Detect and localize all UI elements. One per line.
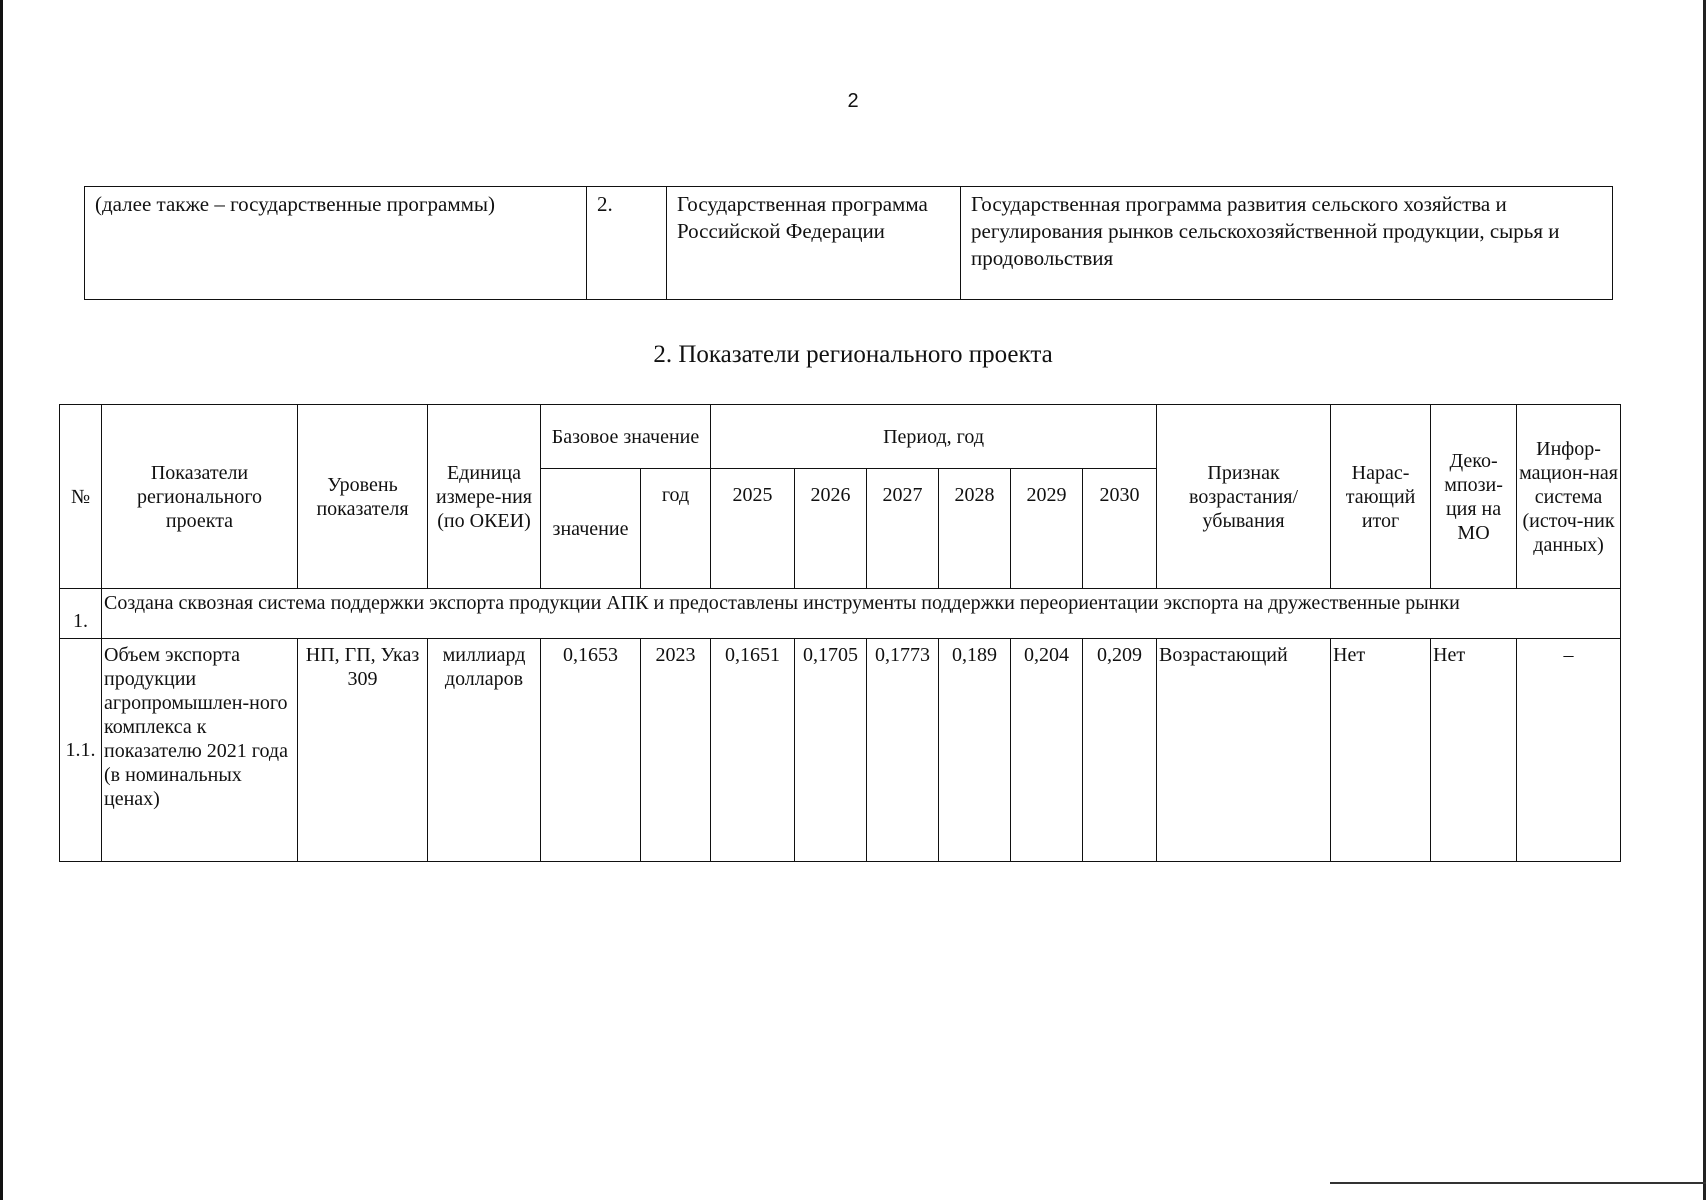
value-2026: 0,1705 — [795, 639, 867, 862]
header-row-top — [60, 405, 1621, 469]
program-name-cell: Государственная программа развития сельского хозяйства и регулирования рынков сельскохозяйственной продукции, сырья и продовольствия — [961, 187, 1613, 300]
col-header-year-2025: 2025 — [711, 469, 795, 589]
col-header-year-2026: 2026 — [795, 469, 867, 589]
value-2030: 0,209 — [1083, 639, 1157, 862]
program-number-cell: 2. — [587, 187, 667, 300]
indicator-name: Объем экспорта продукции агропромышлен-ного комплекса к показателю 2021 года (в номинальных ценах) — [102, 639, 298, 862]
section-number: 1. — [60, 589, 102, 639]
col-header-year-2028: 2028 — [939, 469, 1011, 589]
col-header-num: № — [60, 405, 102, 589]
value-2029: 0,204 — [1011, 639, 1083, 862]
row-number: 1.1. — [60, 639, 102, 862]
col-header-period: Период, год — [711, 405, 1157, 469]
col-header-base-year: год — [641, 469, 711, 589]
state-programs-table — [84, 186, 1613, 300]
value-2025: 0,1651 — [711, 639, 795, 862]
cumulative: Нет — [1331, 639, 1431, 862]
col-header-indicators: Показатели регионального проекта — [102, 405, 298, 589]
scan-edge-left — [0, 0, 3, 1200]
col-header-base: Базовое значение — [541, 405, 711, 469]
value-2027: 0,1773 — [867, 639, 939, 862]
col-header-year-2027: 2027 — [867, 469, 939, 589]
col-header-year-2030: 2030 — [1083, 469, 1157, 589]
scan-edge-bottom — [1330, 1182, 1706, 1184]
section-heading: Создана сквозная система поддержки экспорта продукции АПК и предоставлены инструменты поддержки переориентации экспорта на дружественные рынки — [102, 589, 1621, 639]
table-row — [60, 639, 1621, 862]
col-header-year-2029: 2029 — [1011, 469, 1083, 589]
decomposition: Нет — [1431, 639, 1517, 862]
col-header-level: Уровень показателя — [298, 405, 428, 589]
col-header-base-value: значение — [541, 469, 641, 589]
col-header-trend: Признак возрастания/ убывания — [1157, 405, 1331, 589]
col-header-unit: Единица измере-ния (по ОКЕИ) — [428, 405, 541, 589]
page-number: 2 — [847, 90, 859, 112]
section-title: 2. Показатели регионального проекта — [653, 341, 1053, 368]
col-header-info-system: Инфор-мацион-ная система (источ-ник данных) — [1517, 405, 1621, 589]
program-type-cell: Государственная программа Российской Федерации — [667, 187, 961, 300]
value-2028: 0,189 — [939, 639, 1011, 862]
table-row — [60, 589, 1621, 639]
col-header-decomposition: Деко-мпози-ция на МО — [1431, 405, 1517, 589]
table-row — [85, 187, 1613, 300]
indicator-unit: миллиард долларов — [428, 639, 541, 862]
info-system: – — [1517, 639, 1621, 862]
col-header-cumulative: Нарас-тающий итог — [1331, 405, 1431, 589]
base-value: 0,1653 — [541, 639, 641, 862]
indicator-level: НП, ГП, Указ 309 — [298, 639, 428, 862]
program-label-cell: (далее также – государственные программы) — [85, 187, 587, 300]
trend: Возрастающий — [1157, 639, 1331, 862]
indicators-table — [59, 404, 1621, 862]
base-year: 2023 — [641, 639, 711, 862]
